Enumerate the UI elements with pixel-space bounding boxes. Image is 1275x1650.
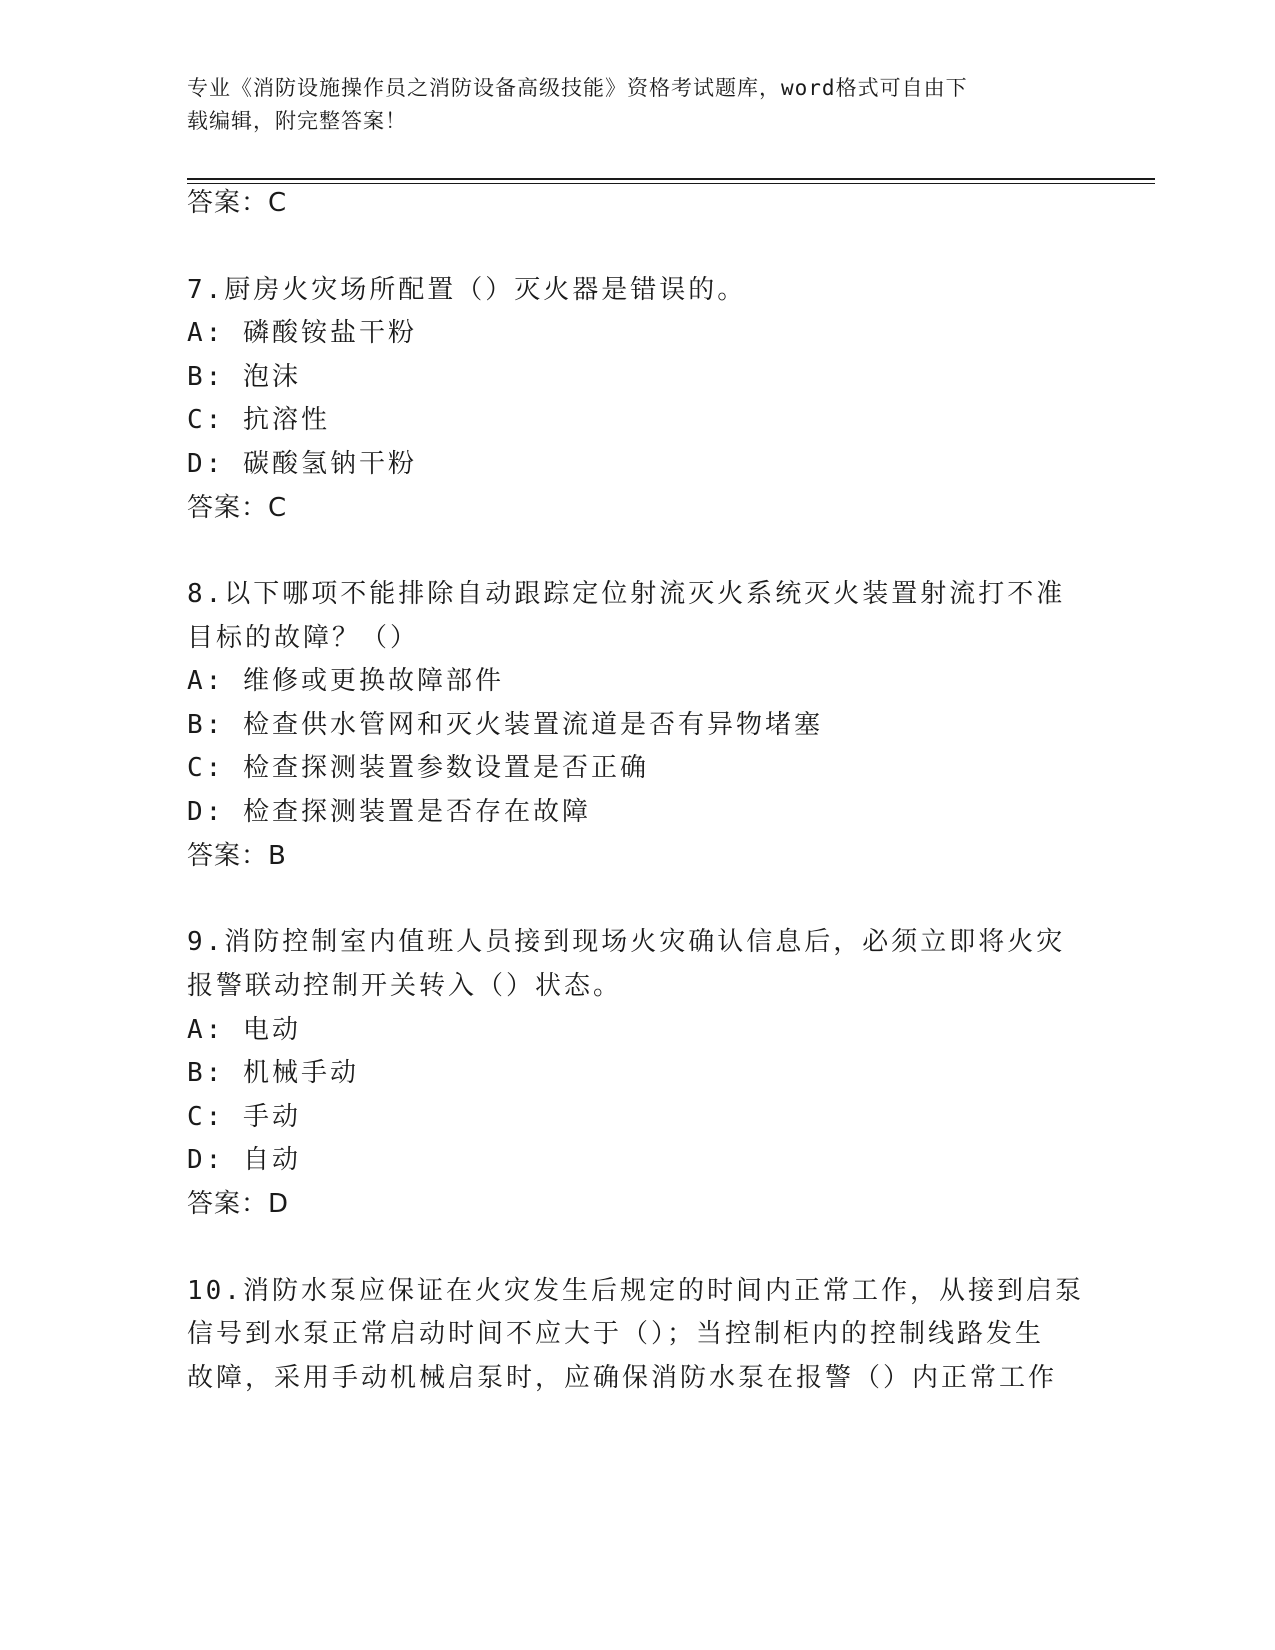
question-7-option-a: A: 磷酸铵盐干粉 bbox=[187, 318, 417, 348]
header-divider-thin bbox=[187, 183, 1155, 184]
intro-line-2: 载编辑，附完整答案！ bbox=[187, 109, 407, 133]
question-10-stem-line-3: 故障，采用手动机械启泵时，应确保消防水泵在报警（）内正常工作 bbox=[187, 1363, 1058, 1393]
question-8-option-a: A: 维修或更换故障部件 bbox=[187, 666, 504, 696]
question-8-stem-line-2: 目标的故障？（） bbox=[187, 623, 420, 653]
document-intro bbox=[187, 72, 1067, 138]
answer-previous: 答案：C bbox=[187, 188, 288, 218]
question-9-option-a: A: 电动 bbox=[187, 1015, 301, 1045]
question-8-option-b: B: 检查供水管网和灭火装置流道是否有异物堵塞 bbox=[187, 710, 823, 740]
question-10-stem-line-1: 10.消防水泵应保证在火灾发生后规定的时间内正常工作，从接到启泵 bbox=[187, 1276, 1084, 1306]
question-9-option-c: C: 手动 bbox=[187, 1102, 301, 1132]
question-9-option-d: D: 自动 bbox=[187, 1145, 301, 1175]
question-8-answer: 答案：B bbox=[187, 841, 287, 871]
question-7-option-b: B: 泡沫 bbox=[187, 362, 301, 392]
question-9-option-b: B: 机械手动 bbox=[187, 1058, 359, 1088]
question-7-option-d: D: 碳酸氢钠干粉 bbox=[187, 449, 417, 479]
question-9-stem-line-2: 报警联动控制开关转入（）状态。 bbox=[187, 971, 623, 1001]
question-7-answer: 答案：C bbox=[187, 493, 288, 523]
header-divider-thick bbox=[187, 178, 1155, 180]
question-8-option-d: D: 检查探测装置是否存在故障 bbox=[187, 797, 591, 827]
question-8-stem-line-1: 8.以下哪项不能排除自动跟踪定位射流灭火系统灭火装置射流打不准 bbox=[187, 579, 1066, 609]
question-7-stem-line-1: 7.厨房火灾场所配置（）灭火器是错误的。 bbox=[187, 275, 747, 305]
question-8-option-c: C: 检查探测装置参数设置是否正确 bbox=[187, 753, 649, 783]
question-10-stem-line-2: 信号到水泵正常启动时间不应大于（）；当控制柜内的控制线路发生 bbox=[187, 1319, 1045, 1349]
question-9-answer: 答案：D bbox=[187, 1189, 290, 1219]
question-9-stem-line-1: 9.消防控制室内值班人员接到现场火灾确认信息后，必须立即将火灾 bbox=[187, 927, 1066, 957]
question-7-option-c: C: 抗溶性 bbox=[187, 405, 330, 435]
intro-line-1: 专业《消防设施操作员之消防设备高级技能》资格考试题库，word格式可自由下 bbox=[187, 76, 968, 100]
